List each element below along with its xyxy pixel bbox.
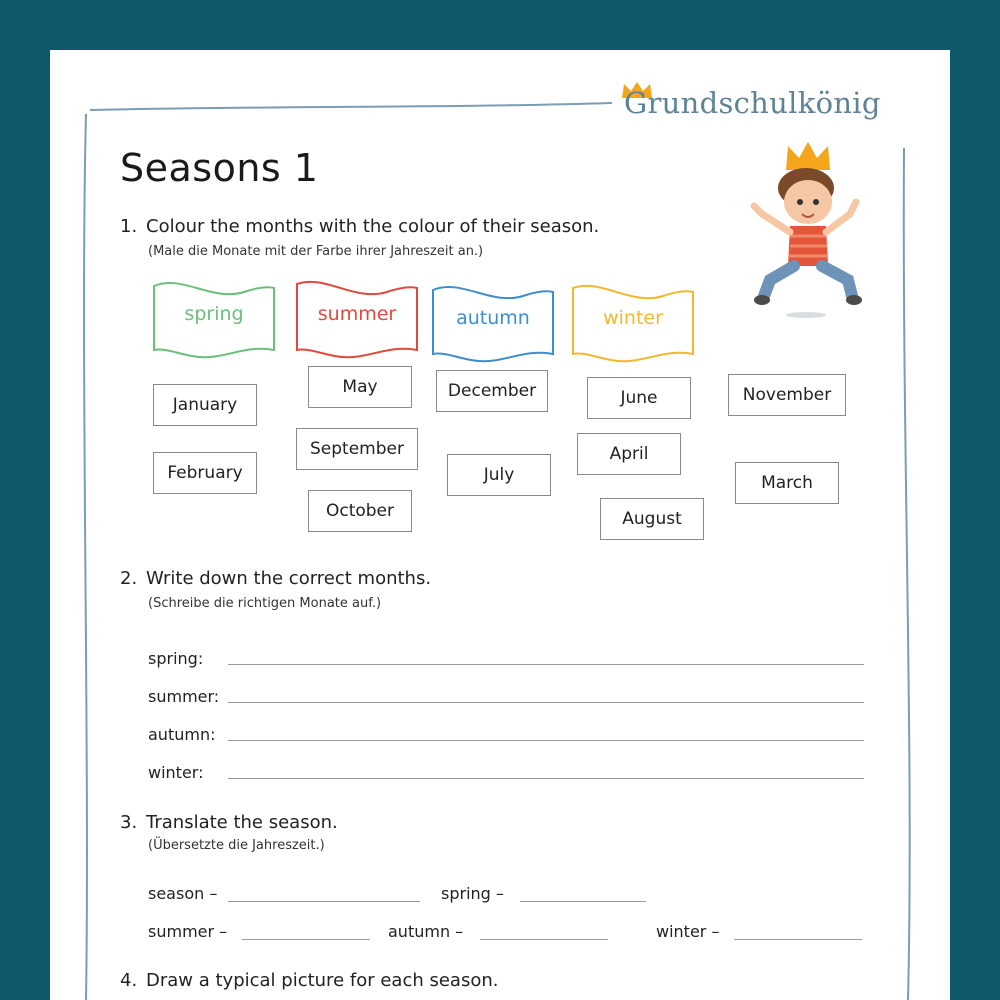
month-box-september[interactable]: September — [296, 428, 418, 470]
jumping-boy-illustration — [744, 140, 864, 320]
translate-line-summer[interactable] — [242, 939, 370, 940]
task-2-number: 2. — [120, 568, 138, 589]
month-box-april[interactable]: April — [577, 433, 681, 475]
task-4-number: 4. — [120, 970, 138, 991]
month-box-march[interactable]: March — [735, 462, 839, 504]
page-title: Seasons 1 — [120, 146, 319, 190]
season-flag-autumn — [431, 282, 555, 366]
write-line-autumn[interactable] — [228, 740, 864, 741]
write-row-label-autumn: autumn: — [148, 725, 216, 744]
translate-label-winter: winter – — [656, 922, 720, 941]
write-line-summer[interactable] — [228, 702, 864, 703]
task-1-number: 1. — [120, 216, 138, 237]
season-flag-summer — [295, 278, 419, 362]
write-line-winter[interactable] — [228, 778, 864, 779]
month-box-november[interactable]: November — [728, 374, 846, 416]
month-box-december[interactable]: December — [436, 370, 548, 412]
task-4-text: Draw a typical picture for each season. — [146, 970, 499, 991]
task-1-subtitle: (Male die Monate mit der Farbe ihrer Jahreszeit an.) — [148, 244, 484, 259]
month-box-june[interactable]: June — [587, 377, 691, 419]
month-box-february[interactable]: February — [153, 452, 257, 494]
month-box-january[interactable]: January — [153, 384, 257, 426]
season-label-winter: winter — [603, 307, 663, 329]
task-1-instruction — [120, 216, 599, 237]
task-4-instruction — [120, 970, 498, 991]
write-row-label-winter: winter: — [148, 763, 204, 782]
translate-line-season[interactable] — [228, 901, 420, 902]
task-3-subtitle: (Übersetzte die Jahreszeit.) — [148, 838, 325, 853]
brand-logo: Grundschulkönig — [624, 86, 881, 120]
translate-line-spring[interactable] — [520, 901, 646, 902]
task-1-text: Colour the months with the colour of their season. — [146, 216, 600, 237]
season-flag-spring — [152, 278, 276, 362]
translate-label-summer: summer – — [148, 922, 228, 941]
task-2-subtitle: (Schreibe die richtigen Monate auf.) — [148, 596, 382, 611]
translate-line-autumn[interactable] — [480, 939, 608, 940]
translate-line-winter[interactable] — [734, 939, 862, 940]
task-3-instruction — [120, 812, 338, 833]
month-box-may[interactable]: May — [308, 366, 412, 408]
task-3-number: 3. — [120, 812, 138, 833]
translate-label-season: season – — [148, 884, 218, 903]
month-box-october[interactable]: October — [308, 490, 412, 532]
season-label-autumn: autumn — [456, 307, 530, 329]
season-flag-winter — [571, 282, 695, 366]
task-2-instruction — [120, 568, 431, 589]
season-label-summer: summer — [317, 303, 397, 325]
task-2-text: Write down the correct months. — [146, 568, 432, 589]
translate-label-spring: spring – — [441, 884, 504, 903]
month-box-july[interactable]: July — [447, 454, 551, 496]
write-row-label-summer: summer: — [148, 687, 220, 706]
season-label-spring: spring — [184, 303, 244, 325]
month-box-august[interactable]: August — [600, 498, 704, 540]
translate-label-autumn: autumn – — [388, 922, 464, 941]
worksheet-page — [50, 50, 950, 1000]
write-row-label-spring: spring: — [148, 649, 204, 668]
task-3-text: Translate the season. — [146, 812, 338, 833]
write-line-spring[interactable] — [228, 664, 864, 665]
